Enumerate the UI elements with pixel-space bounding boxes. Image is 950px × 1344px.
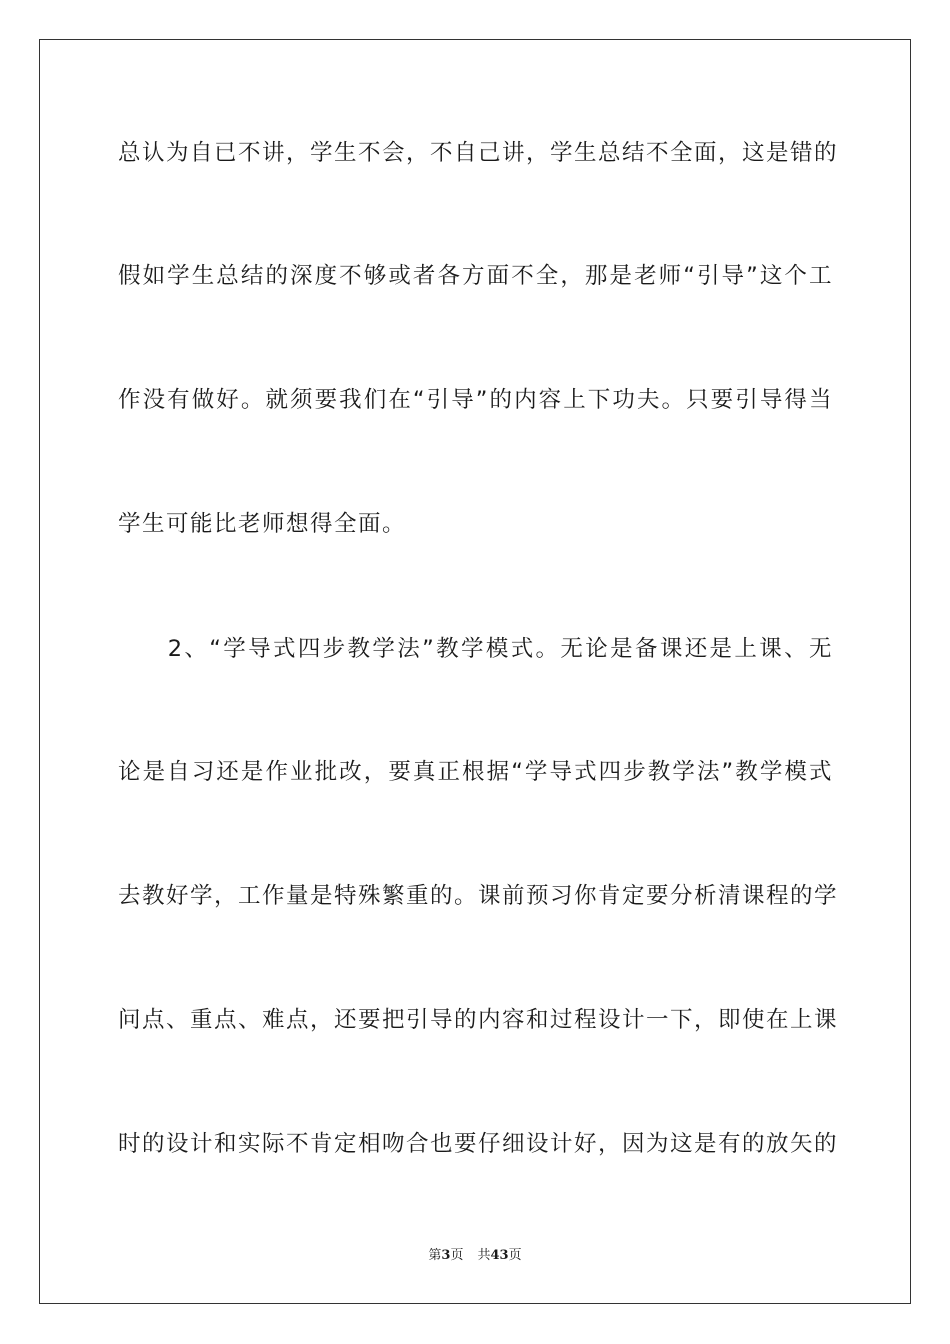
page-suffix: 页 <box>450 1248 464 1263</box>
total-pages: 43 <box>490 1248 509 1263</box>
paragraph-line-4: 学生可能比老师想得全面。 <box>118 511 407 537</box>
paragraph-line-3: 作没有做好。就须要我们在“引导”的内容上下功夫。只要引导得当 <box>118 387 833 413</box>
page-footer <box>0 1247 950 1265</box>
paragraph-line-7: 去教好学，工作量是特殊繁重的。课前预习你肯定要分析清课程的学 <box>118 883 839 909</box>
page-border <box>39 39 911 1304</box>
page-prefix: 第 <box>428 1248 442 1263</box>
paragraph-line-1: 总认为自已不讲，学生不会，不自己讲，学生总结不全面，这是错的 <box>118 140 839 166</box>
paragraph-line-8: 问点、重点、难点，还要把引导的内容和过程设计一下，即使在上课 <box>118 1007 839 1033</box>
paragraph-line-2: 假如学生总结的深度不够或者各方面不全，那是老师“引导”这个工 <box>118 263 833 289</box>
paragraph-line-5: 2、“学导式四步教学法”教学模式。无论是备课还是上课、无 <box>118 636 833 662</box>
page-number: 3 <box>441 1248 451 1263</box>
paragraph-line-9: 时的设计和实际不肯定相吻合也要仔细设计好，因为这是有的放矢的 <box>118 1131 839 1157</box>
paragraph-line-6: 论是自习还是作业批改，要真正根据“学导式四步教学法”教学模式 <box>118 759 833 785</box>
total-prefix: 共 <box>477 1248 491 1263</box>
total-suffix: 页 <box>508 1248 522 1263</box>
